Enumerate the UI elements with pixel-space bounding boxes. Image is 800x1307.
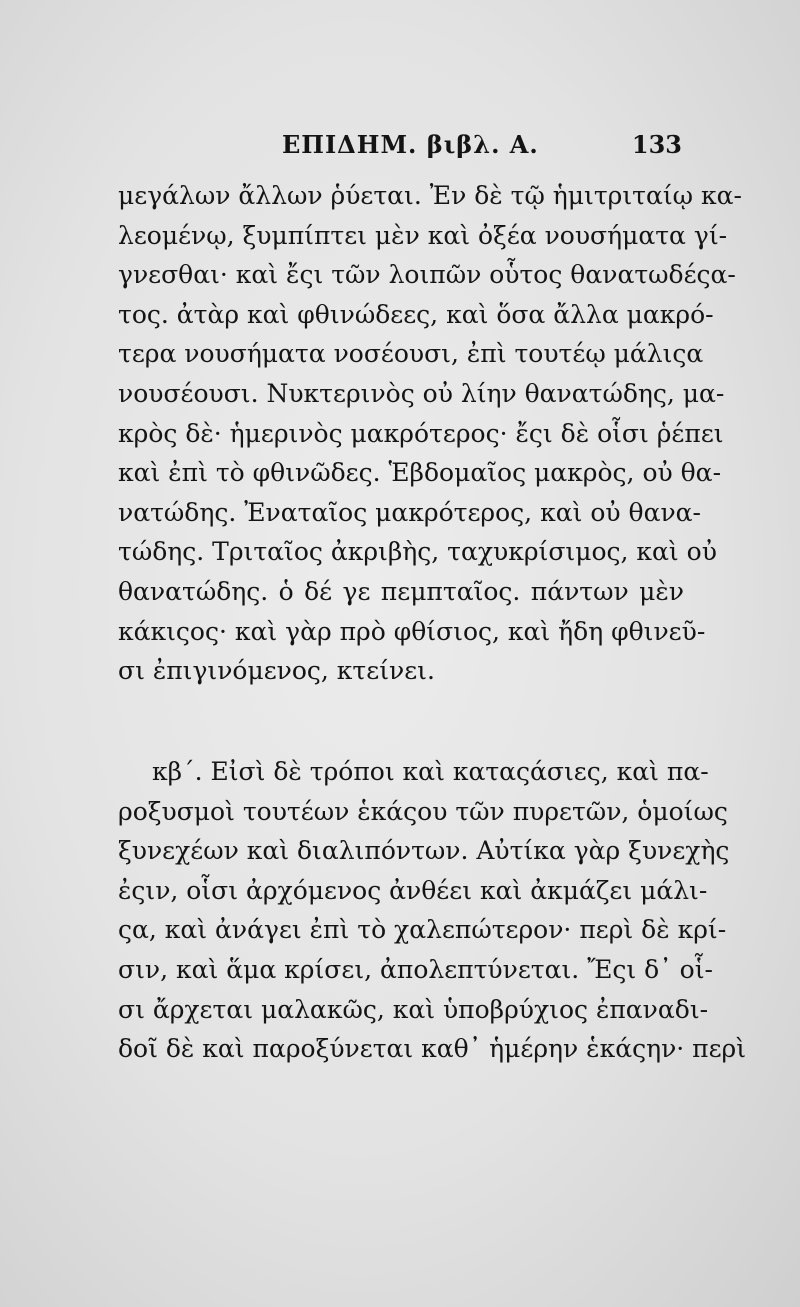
text-line: γνεσθαι· καὶ ἔςι τῶν λοιπῶν οὗτος θανατωδέςα- — [118, 260, 736, 290]
text-line: μεγάλων ἄλλων ῥύεται. Ἐν δὲ τῷ ἡμιτριταίῳ κα- — [118, 181, 742, 210]
text-line: σιν, καὶ ἅμα κρίσει, ἀπολεπτύνεται. Ἔςι δ᾽ οἷ- — [118, 954, 713, 984]
text-line: λεομένῳ, ξυμπίπτει μὲν καὶ ὀξέα νουσήματα γί- — [118, 220, 728, 250]
text-line: κβ΄. Εἰσὶ δὲ τρόποι καὶ καταςάσιες, καὶ πα- — [152, 757, 709, 786]
paragraph-1 — [118, 176, 742, 691]
text-line: νατώδης. Ἐναταῖος μακρότερος, καὶ οὐ θανα- — [118, 497, 701, 527]
text-line: τερα νουσήματα νοσέουσι, ἐπὶ τουτέῳ μάλιςα — [118, 339, 704, 369]
text-line: κάκιςος· καὶ γὰρ πρὸ φθίσιος, καὶ ἤδη φθινεῦ- — [118, 616, 706, 646]
text-line: δοῖ δὲ καὶ παροξύνεται καθ᾽ ἡμέρην ἑκάςην· περὶ — [118, 1034, 747, 1064]
text-line: σι ἐπιγινόμενος, κτείνει. — [118, 656, 435, 686]
page-number: 133 — [631, 130, 682, 159]
running-head: ΕΠΙΔΗΜ. βιβλ. Α. — [282, 130, 539, 159]
text-line: τος. ἀτὰρ καὶ φθινώδεες, καὶ ὅσα ἄλλα μακρό- — [118, 299, 714, 329]
text-line: νουσέουσι. Νυκτερινὸς οὐ λίην θανατώδης, μα- — [118, 378, 725, 408]
paragraph-2 — [118, 752, 747, 1069]
text-line: ἐςιν, οἷσι ἀρχόμενος ἀνθέει καὶ ἀκμάζει μάλι- — [118, 875, 708, 905]
text-line: κρὸς δὲ· ἡμερινὸς μακρότερος· ἔςι δὲ οἷσι ῥέπει — [118, 418, 724, 448]
text-line: ξυνεχέων καὶ διαλιπόντων. Αὐτίκα γὰρ ξυνεχὴς — [118, 836, 730, 866]
text-line: ροξυσμοὶ τουτέων ἑκάςου τῶν πυρετῶν, ὁμοίως — [118, 796, 728, 826]
text-line: καὶ ἐπὶ τὸ φθινῶδες. Ἑβδομαῖος μακρὸς, οὐ θα- — [118, 458, 722, 488]
text-line: ςα, καὶ ἀνάγει ἐπὶ τὸ χαλεπώτερον· περὶ δὲ κρί- — [118, 915, 727, 945]
text-line: θανατώδης. ὁ δέ γε πεμπταῖος. πάντων μὲν — [118, 576, 684, 606]
page-header — [250, 130, 682, 170]
text-line: σι ἄρχεται μαλακῶς, καὶ ὑποβρύχιος ἐπαναδι- — [118, 994, 709, 1024]
text-line: τώδης. Τριταῖος ἀκριβὴς, ταχυκρίσιμος, καὶ οὐ — [118, 537, 717, 567]
